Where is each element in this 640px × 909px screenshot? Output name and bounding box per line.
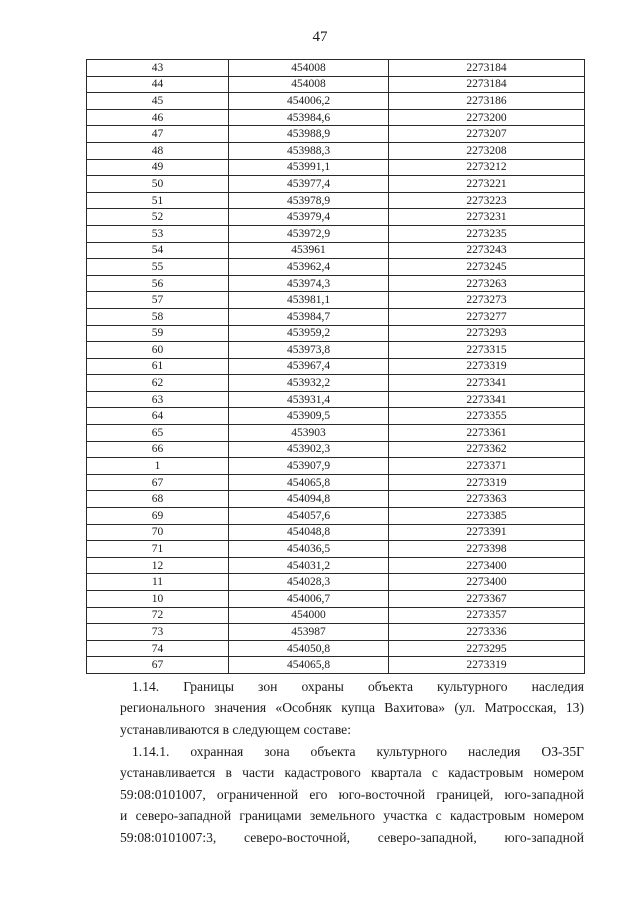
x-coordinate-cell: 453903 <box>229 425 389 442</box>
y-coordinate-cell: 2273231 <box>389 209 585 226</box>
x-coordinate-cell: 453988,9 <box>229 126 389 143</box>
point-number-cell: 71 <box>87 541 229 558</box>
table-row <box>87 640 585 657</box>
x-coordinate-cell: 454050,8 <box>229 640 389 657</box>
x-coordinate-cell: 453984,7 <box>229 308 389 325</box>
point-number-cell: 65 <box>87 425 229 442</box>
y-coordinate-cell: 2273184 <box>389 76 585 93</box>
table-row <box>87 607 585 624</box>
point-number-cell: 43 <box>87 60 229 77</box>
y-coordinate-cell: 2273319 <box>389 657 585 674</box>
x-coordinate-cell: 453972,9 <box>229 225 389 242</box>
point-number-cell: 12 <box>87 557 229 574</box>
table-row <box>87 391 585 408</box>
paragraph-line <box>120 784 584 805</box>
x-coordinate-cell: 453984,6 <box>229 109 389 126</box>
x-coordinate-cell: 453981,1 <box>229 292 389 309</box>
y-coordinate-cell: 2273293 <box>389 325 585 342</box>
point-number-cell: 68 <box>87 491 229 508</box>
x-coordinate-cell: 453987 <box>229 624 389 641</box>
y-coordinate-cell: 2273212 <box>389 159 585 176</box>
point-number-cell: 47 <box>87 126 229 143</box>
point-number-cell: 46 <box>87 109 229 126</box>
point-number-cell: 53 <box>87 225 229 242</box>
x-coordinate-cell: 453902,3 <box>229 441 389 458</box>
paragraph-line-text: 1.14. Границы зон охраны объекта культурного наследия <box>132 679 584 694</box>
table-row <box>87 209 585 226</box>
x-coordinate-cell: 454094,8 <box>229 491 389 508</box>
y-coordinate-cell: 2273295 <box>389 640 585 657</box>
point-number-cell: 67 <box>87 474 229 491</box>
y-coordinate-cell: 2273263 <box>389 275 585 292</box>
point-number-cell: 60 <box>87 342 229 359</box>
point-number-cell: 57 <box>87 292 229 309</box>
table-row <box>87 574 585 591</box>
table-row <box>87 142 585 159</box>
x-coordinate-cell: 453962,4 <box>229 259 389 276</box>
x-coordinate-cell: 453967,4 <box>229 358 389 375</box>
page-number: 47 <box>312 29 328 45</box>
y-coordinate-cell: 2273235 <box>389 225 585 242</box>
y-coordinate-cell: 2273277 <box>389 308 585 325</box>
table-row <box>87 508 585 525</box>
y-coordinate-cell: 2273319 <box>389 474 585 491</box>
paragraph-line <box>120 676 584 697</box>
coordinates-table <box>86 59 585 674</box>
paragraph-line-text: и северо-западной границами земельного участка с кадастровым номером <box>120 808 584 824</box>
x-coordinate-cell: 454036,5 <box>229 541 389 558</box>
y-coordinate-cell: 2273186 <box>389 93 585 110</box>
y-coordinate-cell: 2273363 <box>389 491 585 508</box>
point-number-cell: 50 <box>87 176 229 193</box>
paragraph-line-text: 59:08:0101007, ограниченной его юго-восточной границей, юго-западной <box>120 786 584 802</box>
table-row <box>87 474 585 491</box>
y-coordinate-cell: 2273357 <box>389 607 585 624</box>
table-row <box>87 60 585 77</box>
table-row <box>87 159 585 176</box>
paragraph-line <box>120 719 584 740</box>
y-coordinate-cell: 2273367 <box>389 591 585 608</box>
table-row <box>87 491 585 508</box>
y-coordinate-cell: 2273245 <box>389 259 585 276</box>
table-row <box>87 176 585 193</box>
table-row <box>87 225 585 242</box>
point-number-cell: 61 <box>87 358 229 375</box>
table-row <box>87 541 585 558</box>
y-coordinate-cell: 2273355 <box>389 408 585 425</box>
table-row <box>87 458 585 475</box>
y-coordinate-cell: 2273243 <box>389 242 585 259</box>
point-number-cell: 58 <box>87 308 229 325</box>
paragraph-line-text: 59:08:0101007:3, северо-восточной, северо-западной, юго-западной <box>120 829 584 845</box>
x-coordinate-cell: 453959,2 <box>229 325 389 342</box>
point-number-cell: 59 <box>87 325 229 342</box>
point-number-cell: 70 <box>87 524 229 541</box>
point-number-cell: 64 <box>87 408 229 425</box>
point-number-cell: 55 <box>87 259 229 276</box>
y-coordinate-cell: 2273400 <box>389 557 585 574</box>
table-row <box>87 275 585 292</box>
paragraph-line <box>120 741 584 762</box>
y-coordinate-cell: 2273371 <box>389 458 585 475</box>
point-number-cell: 74 <box>87 640 229 657</box>
point-number-cell: 69 <box>87 508 229 525</box>
coordinates-table-body <box>87 60 585 674</box>
paragraph-line <box>120 697 584 718</box>
table-row <box>87 242 585 259</box>
table-row <box>87 408 585 425</box>
table-row <box>87 441 585 458</box>
table-row <box>87 93 585 110</box>
point-number-cell: 67 <box>87 657 229 674</box>
x-coordinate-cell: 453991,1 <box>229 159 389 176</box>
point-number-cell: 44 <box>87 76 229 93</box>
point-number-cell: 45 <box>87 93 229 110</box>
x-coordinate-cell: 454028,3 <box>229 574 389 591</box>
x-coordinate-cell: 453979,4 <box>229 209 389 226</box>
x-coordinate-cell: 454008 <box>229 60 389 77</box>
x-coordinate-cell: 453973,8 <box>229 342 389 359</box>
table-row <box>87 342 585 359</box>
table-row <box>87 126 585 143</box>
table-row <box>87 624 585 641</box>
point-number-cell: 73 <box>87 624 229 641</box>
point-number-cell: 56 <box>87 275 229 292</box>
point-number-cell: 62 <box>87 375 229 392</box>
table-row <box>87 325 585 342</box>
x-coordinate-cell: 454006,7 <box>229 591 389 608</box>
table-row <box>87 259 585 276</box>
point-number-cell: 66 <box>87 441 229 458</box>
y-coordinate-cell: 2273208 <box>389 142 585 159</box>
y-coordinate-cell: 2273361 <box>389 425 585 442</box>
x-coordinate-cell: 453988,3 <box>229 142 389 159</box>
x-coordinate-cell: 453974,3 <box>229 275 389 292</box>
y-coordinate-cell: 2273341 <box>389 375 585 392</box>
y-coordinate-cell: 2273207 <box>389 126 585 143</box>
paragraph-line-text: регионального значения «Особняк купца Вахитова» (ул. Матросская, 13) <box>120 700 584 716</box>
y-coordinate-cell: 2273391 <box>389 524 585 541</box>
y-coordinate-cell: 2273398 <box>389 541 585 558</box>
table-row <box>87 76 585 93</box>
x-coordinate-cell: 454008 <box>229 76 389 93</box>
table-row <box>87 557 585 574</box>
x-coordinate-cell: 454065,8 <box>229 474 389 491</box>
paragraph-1-14-1 <box>120 741 584 848</box>
y-coordinate-cell: 2273341 <box>389 391 585 408</box>
table-row <box>87 192 585 209</box>
point-number-cell: 63 <box>87 391 229 408</box>
x-coordinate-cell: 454000 <box>229 607 389 624</box>
point-number-cell: 51 <box>87 192 229 209</box>
table-row <box>87 375 585 392</box>
x-coordinate-cell: 453978,9 <box>229 192 389 209</box>
point-number-cell: 48 <box>87 142 229 159</box>
y-coordinate-cell: 2273315 <box>389 342 585 359</box>
table-row <box>87 109 585 126</box>
y-coordinate-cell: 2273200 <box>389 109 585 126</box>
y-coordinate-cell: 2273273 <box>389 292 585 309</box>
x-coordinate-cell: 453909,5 <box>229 408 389 425</box>
point-number-cell: 72 <box>87 607 229 624</box>
x-coordinate-cell: 453932,2 <box>229 375 389 392</box>
x-coordinate-cell: 454006,2 <box>229 93 389 110</box>
point-number-cell: 1 <box>87 458 229 475</box>
point-number-cell: 10 <box>87 591 229 608</box>
y-coordinate-cell: 2273336 <box>389 624 585 641</box>
x-coordinate-cell: 454031,2 <box>229 557 389 574</box>
paragraph-line-text: 1.14.1. охранная зона объекта культурного наследия ОЗ-35Г <box>132 744 584 759</box>
paragraph-1-14 <box>120 676 584 740</box>
y-coordinate-cell: 2273223 <box>389 192 585 209</box>
x-coordinate-cell: 454057,6 <box>229 508 389 525</box>
y-coordinate-cell: 2273385 <box>389 508 585 525</box>
y-coordinate-cell: 2273362 <box>389 441 585 458</box>
point-number-cell: 52 <box>87 209 229 226</box>
x-coordinate-cell: 453977,4 <box>229 176 389 193</box>
table-row <box>87 657 585 674</box>
y-coordinate-cell: 2273184 <box>389 60 585 77</box>
paragraph-line <box>120 805 584 826</box>
paragraph-line <box>120 827 584 848</box>
y-coordinate-cell: 2273319 <box>389 358 585 375</box>
paragraph-line <box>120 762 584 783</box>
paragraph-line-text: устанавливается в части кадастрового квартала с кадастровым номером <box>120 765 584 781</box>
x-coordinate-cell: 453961 <box>229 242 389 259</box>
point-number-cell: 11 <box>87 574 229 591</box>
x-coordinate-cell: 454048,8 <box>229 524 389 541</box>
y-coordinate-cell: 2273221 <box>389 176 585 193</box>
point-number-cell: 54 <box>87 242 229 259</box>
table-row <box>87 591 585 608</box>
table-row <box>87 358 585 375</box>
paragraph-line-text: устанавливаются в следующем составе: <box>120 721 351 737</box>
table-row <box>87 524 585 541</box>
x-coordinate-cell: 453931,4 <box>229 391 389 408</box>
table-row <box>87 425 585 442</box>
y-coordinate-cell: 2273400 <box>389 574 585 591</box>
x-coordinate-cell: 454065,8 <box>229 657 389 674</box>
table-row <box>87 308 585 325</box>
x-coordinate-cell: 453907,9 <box>229 458 389 475</box>
table-row <box>87 292 585 309</box>
point-number-cell: 49 <box>87 159 229 176</box>
